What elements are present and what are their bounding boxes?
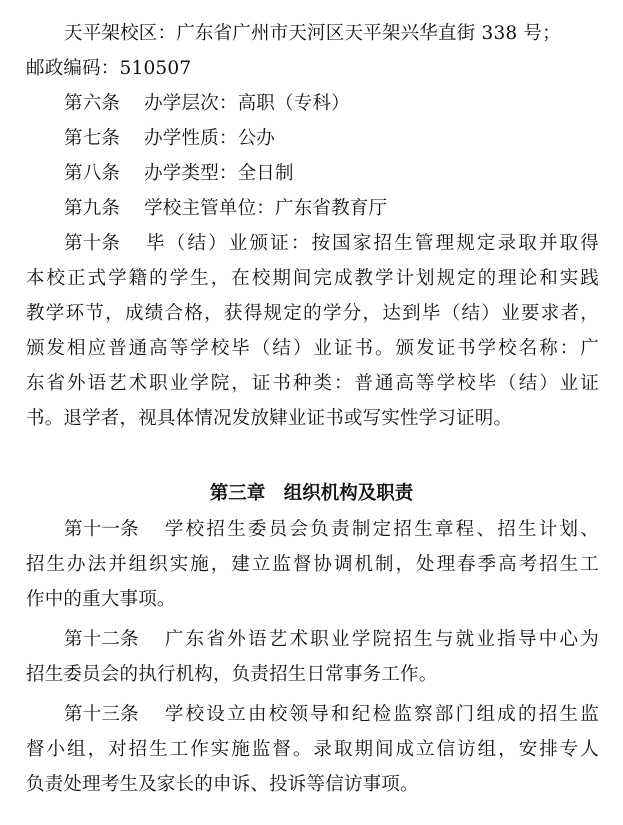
article-10-line-5: 东省外语艺术职业学院，证书种类：普通高等学校毕（结）业证 <box>26 373 599 394</box>
article-11-line-2: 招生办法并组织实施，建立监督协调机制，处理春季高考招生工 <box>26 554 599 575</box>
article-13-line-3: 负责处理考生及家长的申诉、投诉等信访事项。 <box>26 774 419 795</box>
article-11-text-1: 学校招生委员会负责制定招生章程、招生计划、 <box>162 519 599 540</box>
article-10-text-1: 毕（结）业颁证：按国家招生管理规定录取并取得 <box>144 233 599 254</box>
article-11-label: 第十一条 <box>64 519 139 540</box>
article-7 <box>64 127 599 151</box>
address-line-2: 邮政编码：510507 <box>26 58 192 79</box>
article-8-text: 办学类型：全日制 <box>144 163 294 184</box>
address-line-1: 天平架校区：广东省广州市天河区天平架兴华直街 338 号； <box>64 23 561 44</box>
article-13-label: 第十三条 <box>64 704 139 725</box>
article-13-text-1: 学校设立由校领导和纪检监察部门组成的招生监 <box>162 704 599 725</box>
article-9-label: 第九条 <box>64 198 121 219</box>
article-8-label: 第八条 <box>64 163 121 184</box>
article-10-label: 第十条 <box>64 233 121 254</box>
article-10-line-2: 本校正式学籍的学生，在校期间完成教学计划规定的理论和实践 <box>26 268 599 289</box>
article-11-line-3: 作中的重大事项。 <box>26 589 176 610</box>
article-6-text: 办学层次：高职（专科） <box>144 93 350 114</box>
article-8 <box>64 162 599 186</box>
article-10-line-6: 书。退学者，视具体情况发放肄业证书或写实性学习证明。 <box>26 408 513 429</box>
article-6-label: 第六条 <box>64 93 121 114</box>
article-12-line-2: 招生委员会的执行机构，负责招生日常事务工作。 <box>26 664 438 685</box>
article-7-text: 办学性质：公办 <box>144 128 276 149</box>
article-13-line-1 <box>64 703 599 727</box>
article-10-line-3: 教学环节，成绩合格，获得规定的学分，达到毕（结）业要求者， <box>26 303 599 324</box>
article-13-line-2: 督小组，对招生工作实施监督。录取期间成立信访组，安排专人 <box>26 739 599 760</box>
article-6 <box>64 92 599 116</box>
article-9-text: 学校主管单位：广东省教育厅 <box>144 198 388 219</box>
article-12-text-1: 广东省外语艺术职业学院招生与就业指导中心为 <box>162 629 599 650</box>
article-10-line-1 <box>64 232 599 256</box>
article-7-label: 第七条 <box>64 128 121 149</box>
article-10-line-4: 颁发相应普通高等学校毕（结）业证书。颁发证书学校名称：广 <box>26 338 599 359</box>
chapter-3-heading: 第三章 组织机构及职责 <box>209 483 414 504</box>
article-12-line-1 <box>64 628 599 652</box>
article-9 <box>64 197 599 221</box>
article-12-label: 第十二条 <box>64 629 139 650</box>
article-11-line-1 <box>64 518 599 542</box>
